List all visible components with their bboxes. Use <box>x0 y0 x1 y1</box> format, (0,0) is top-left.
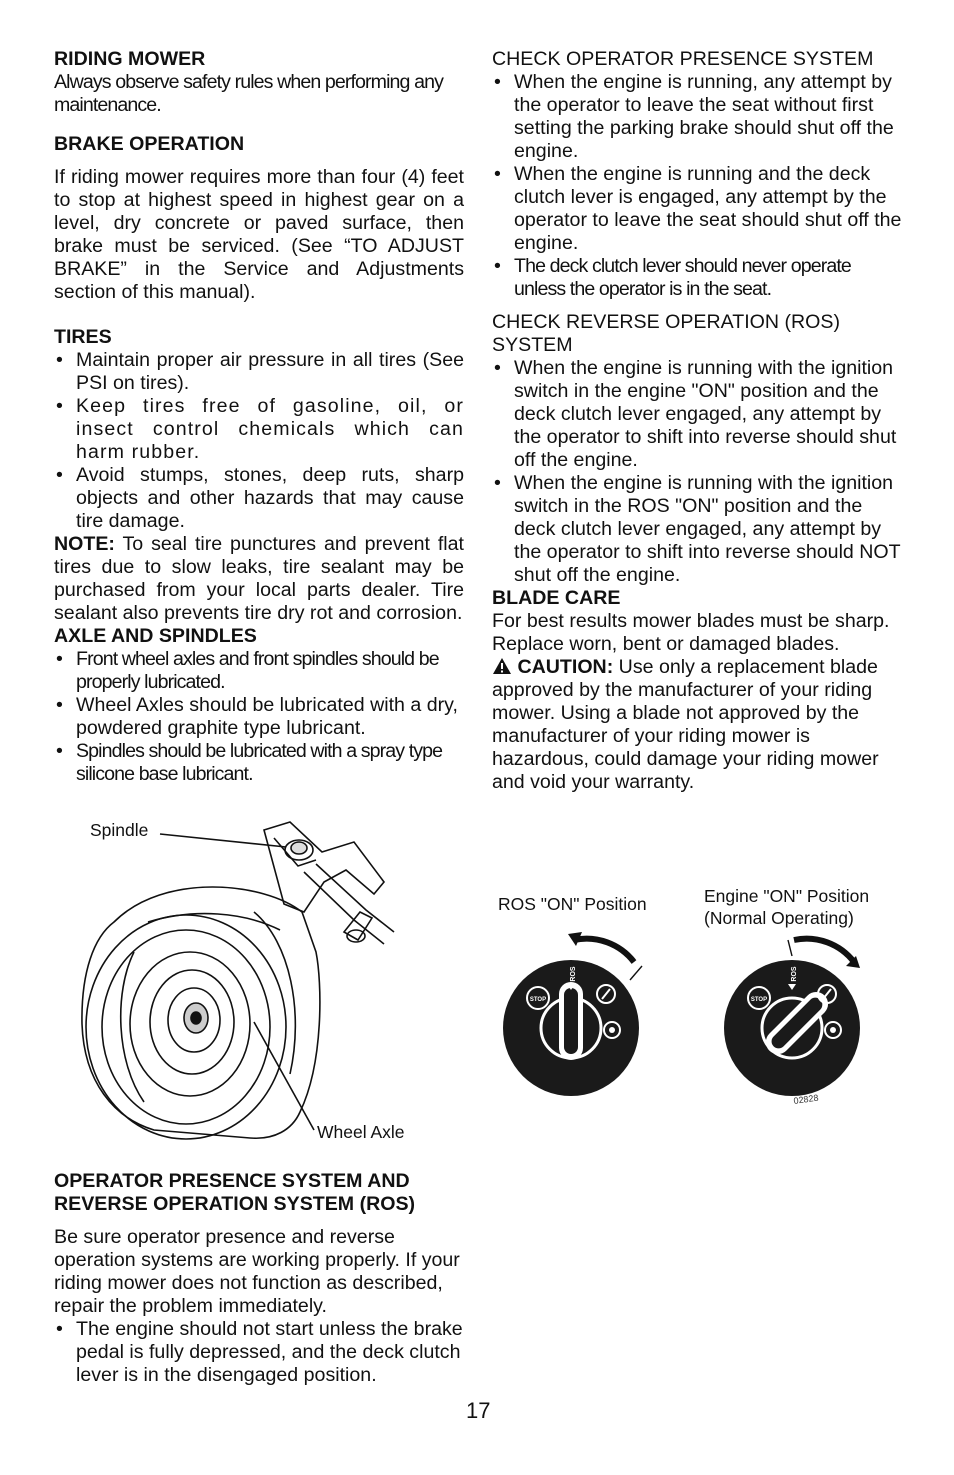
caution-text: Use only a replacement blade approved by the manufacturer of your riding mower. Using a blade not approved by the manufacturer of your riding mower is hazardous, could damage your riding mower and void your warranty. <box>492 656 879 793</box>
blade-care-heading: BLADE CARE <box>492 587 621 609</box>
wheel-illustration <box>54 812 464 1152</box>
right-column <box>492 48 902 794</box>
ops-list <box>54 1318 464 1387</box>
note-text: To seal tire punctures and prevent flat tires due to slow leaks, tire sealant may be purchased from your local parts dealer. Tire sealant also prevents tire dry rot and corrosion. <box>54 533 464 624</box>
wheel-axle-label: Wheel Axle <box>317 1122 405 1142</box>
engine-position-label-line2: (Normal Operating) <box>704 908 854 928</box>
list-item: • When the engine is running with the ignition switch in the engine "ON" position and the deck clutch lever engaged, any attempt by the operator to shift into reverse should shut off the engine. <box>492 357 902 472</box>
blade-caution <box>492 656 902 794</box>
ignition-switch-figure <box>492 880 902 1140</box>
list-item: • The deck clutch lever should never operate unless the operator is in the seat. <box>492 255 902 301</box>
check-ros-heading: CHECK REVERSE OPERATION (ROS) SYSTEM <box>492 311 841 356</box>
note-label: NOTE: <box>54 533 115 555</box>
spindle-label: Spindle <box>90 820 149 840</box>
ros-text: ROS <box>791 966 798 982</box>
ops-heading-line1: OPERATOR PRESENCE SYSTEM AND <box>54 1170 410 1192</box>
ops-heading-line2: REVERSE OPERATION SYSTEM (ROS) <box>54 1193 416 1215</box>
figure-code: 02828 <box>792 1092 820 1106</box>
ros-switch <box>503 932 642 1096</box>
ros-text: ROS <box>570 966 577 982</box>
check-ops-heading: CHECK OPERATOR PRESENCE SYSTEM <box>492 48 874 70</box>
ignition-switches-illustration <box>492 880 902 1140</box>
list-item: • When the engine is running and the deck clutch lever is engaged, any attempt by the operator to leave the seat should shut off the engine. <box>492 163 902 255</box>
stop-text: STOP <box>529 997 547 1003</box>
check-ros-list <box>492 357 902 587</box>
engine-position-label-line1: Engine "ON" Position <box>704 886 870 906</box>
stop-text: STOP <box>750 997 768 1003</box>
list-item: • Maintain proper air pressure in all tires (See PSI on tires). <box>54 349 464 395</box>
ops-section <box>54 1170 464 1387</box>
list-item: • Front wheel axles and front spindles should be properly lubricated. <box>54 648 464 694</box>
engine-switch <box>724 939 860 1096</box>
caution-label: CAUTION: <box>517 656 614 678</box>
axle-list <box>54 648 464 786</box>
ros-position-label: ROS "ON" Position <box>498 894 647 914</box>
wheel-spindle-figure <box>54 812 464 1152</box>
brake-operation-heading: BRAKE OPERATION <box>54 133 245 155</box>
tires-heading: TIRES <box>54 326 112 348</box>
ops-text: Be sure operator presence and reverse operation systems are working properly. If your riding mower does not function as described, repair the problem immediately. <box>54 1226 460 1317</box>
list-item: • The engine should not start unless the brake pedal is fully depressed, and the deck clutch lever is in the disengaged position. <box>54 1318 464 1387</box>
blade-care-text: For best results mower blades must be sharp. Replace worn, bent or damaged blades. <box>492 610 890 655</box>
list-item: • Avoid stumps, stones, deep ruts, sharp objects and other hazards that may cause tire damage. <box>54 464 464 533</box>
warning-triangle-icon <box>492 657 512 675</box>
list-item: • Spindles should be lubricated with a spray type silicone base lubricant. <box>54 740 464 786</box>
list-item: • Wheel Axles should be lubricated with a dry, powdered graphite type lubricant. <box>54 694 464 740</box>
list-item: • When the engine is running with the ignition switch in the ROS "ON" position and the deck clutch lever engaged, any attempt by the operator to shift into reverse should NOT shut off the engine. <box>492 472 902 587</box>
riding-mower-heading: RIDING MOWER <box>54 48 206 70</box>
brake-operation-text: If riding mower requires more than four (4) feet to stop at highest speed in highest gear on a level, dry concrete or paved surface, then brake must be serviced. (See “TO ADJUST BRAKE” in the Service and Adjustments section of this manual). <box>54 166 464 303</box>
check-ops-list <box>492 71 902 301</box>
tires-note <box>54 533 464 625</box>
left-column <box>54 48 464 786</box>
page-number: 17 <box>466 1398 491 1423</box>
axle-heading: AXLE AND SPINDLES <box>54 625 257 647</box>
riding-mower-text: Always observe safety rules when performing any maintenance. <box>54 71 443 116</box>
tires-list <box>54 349 464 533</box>
list-item: • Keep tires free of gasoline, oil, or insect control chemicals which can harm rubber. <box>54 395 464 464</box>
list-item: • When the engine is running, any attempt by the operator to leave the seat without first setting the parking brake should shut off the engine. <box>492 71 902 163</box>
